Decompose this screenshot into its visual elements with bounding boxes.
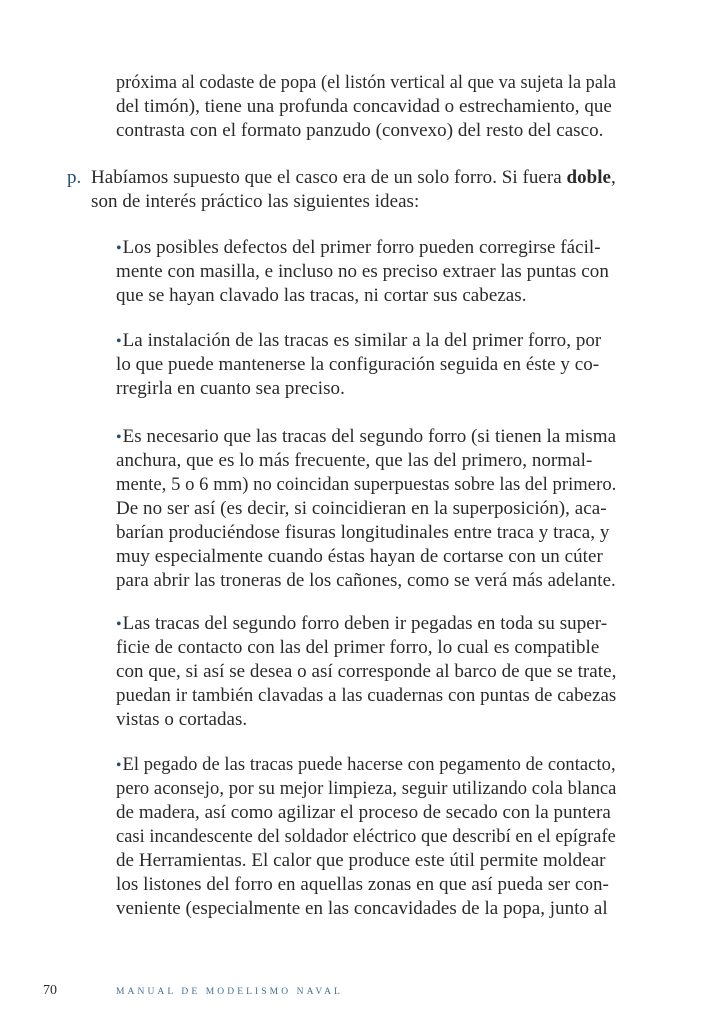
bullet-5-line-3: de madera, así como agilizar el proceso de secado con la puntera xyxy=(116,802,611,823)
item-p-line-2: son de interés práctico las siguientes ideas: xyxy=(91,191,420,212)
bullet-dot-icon: • xyxy=(116,757,122,774)
bullet-5-line-7: veniente (especialmente en las concavidades de la popa, junto al xyxy=(116,898,608,919)
bullet-5-line-6: los listones del forro en aquellas zonas en que así pueda ser con- xyxy=(116,874,609,895)
bullet-5-line-1 xyxy=(116,753,616,778)
bullet-3-line-1-text: Es necesario que las tracas del segundo forro (si tienen la misma xyxy=(122,426,617,447)
bullet-3-line-4: De no ser así (es decir, si coincidieran en la superposición), aca- xyxy=(116,498,607,519)
bullet-5-line-1-text: El pegado de las tracas puede hacerse con pegamento de contacto, xyxy=(122,754,616,775)
bullet-5-line-4: casi incandescente del soldador eléctrico que describí en el epígrafe xyxy=(116,826,616,847)
item-p-line-1 xyxy=(91,166,616,190)
bullet-1-line-1 xyxy=(116,236,601,261)
bullet-3-line-5: barían produciéndose fisuras longitudinales entre traca y traca, y xyxy=(116,522,610,543)
bullet-4-line-1 xyxy=(116,612,607,637)
bullet-3-line-3: mente, 5 o 6 mm) no coincidan superpuestas sobre las del primero. xyxy=(116,474,617,495)
bullet-5-line-5: de Herramientas. El calor que produce este útil permite moldear xyxy=(116,850,606,871)
intro-line-1: próxima al codaste de popa (el listón vertical al que va sujeta la pala xyxy=(116,72,617,93)
running-footer-title: MANUAL DE MODELISMO NAVAL xyxy=(116,987,343,997)
item-p-bold-word: doble xyxy=(566,167,611,188)
bullet-4-line-2: ficie de contacto con las del primer forro, lo cual es compatible xyxy=(116,637,600,658)
bullet-4-line-5: vistas o cortadas. xyxy=(116,709,248,730)
bullet-dot-icon: • xyxy=(116,616,122,633)
item-p-line-1-text: Habíamos supuesto que el casco era de un solo forro. Si fuera xyxy=(91,167,567,188)
bullet-1-line-2: mente con masilla, e incluso no es preciso extraer las puntas con xyxy=(116,261,609,282)
bullet-4-line-4: puedan ir también clavadas a las cuadernas con puntas de cabezas xyxy=(116,685,617,706)
bullet-2-line-1 xyxy=(116,329,601,354)
bullet-3-line-2: anchura, que es lo más frecuente, que las del primero, normal- xyxy=(116,450,593,471)
intro-line-2: del timón), tiene una profunda concavidad o estrechamiento, que xyxy=(116,96,612,117)
bullet-3-line-1 xyxy=(116,425,616,450)
bullet-2-line-3: rregirla en cuanto sea preciso. xyxy=(116,378,345,399)
bullet-dot-icon: • xyxy=(116,429,122,446)
bullet-1-line-1-text: Los posibles defectos del primer forro pueden corregirse fácil- xyxy=(122,237,601,258)
bullet-3-line-6: muy especialmente cuando éstas hayan de cortarse con un cúter xyxy=(116,546,603,567)
page-number: 70 xyxy=(43,983,57,998)
bullet-4-line-1-text: Las tracas del segundo forro deben ir pegadas en toda su super- xyxy=(122,613,608,634)
item-p-marker: p. xyxy=(67,167,82,188)
bullet-2-line-2: lo que puede mantenerse la configuración seguida en éste y co- xyxy=(116,354,600,375)
bullet-4-line-3: con que, si así se desea o así corresponde al barco de que se trate, xyxy=(116,661,617,682)
bullet-2-line-1-text: La instalación de las tracas es similar a la del primer forro, por xyxy=(122,330,602,351)
item-p-line-1-end: , xyxy=(610,167,616,188)
bullet-5-line-2: pero aconsejo, por su mejor limpieza, seguir utilizando cola blanca xyxy=(116,778,617,799)
bullet-1-line-3: que se hayan clavado las tracas, ni cortar sus cabezas. xyxy=(116,285,527,306)
intro-line-3: contrasta con el formato panzudo (convexo) del resto del casco. xyxy=(116,120,604,141)
bullet-3-line-7: para abrir las troneras de los cañones, como se verá más adelante. xyxy=(116,570,616,591)
bullet-dot-icon: • xyxy=(116,240,122,257)
bullet-dot-icon: • xyxy=(116,333,122,350)
